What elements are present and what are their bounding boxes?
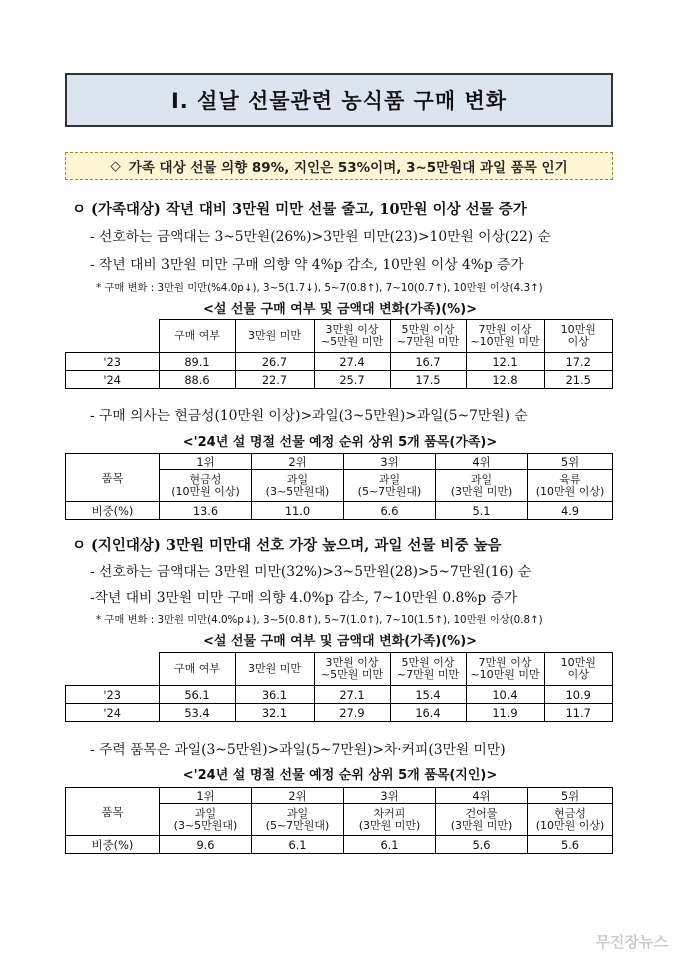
- rank-header: 1위: [160, 788, 252, 804]
- acquaintance-line-1: - 선호하는 금액대는 3만원 미만(32%)>3~5만원(28)>5~7만원(16) 순: [90, 564, 532, 580]
- year-cell: '23: [66, 686, 160, 704]
- item-cell: 차커피 (3만원 미만): [344, 804, 436, 836]
- share-cell: 6.1: [344, 836, 436, 854]
- family-note: * 구매 변화 : 3만원 미만(%4.0p↓), 3~5(1.7↓), 5~7(0.8↑), 7~10(0.7↑), 10만원 이상(4.3↑): [96, 282, 543, 294]
- rank-header: 5위: [528, 454, 613, 470]
- family-line-1: - 선호하는 금액대는 3~5만원(26%)>3만원 미만(23)>10만원 이상(22) 순: [90, 229, 551, 245]
- table-row: [66, 836, 613, 854]
- item-cell: 과일 (5~7만원대): [252, 804, 344, 836]
- acquaintance-note: * 구매 변화 : 3만원 미만(4.0%p↓), 3~5(0.8↑), 5~7(1.0↑), 7~10(1.5↑), 10만원 이상(0.8↑): [96, 614, 543, 626]
- table-header: 7만원 이상 ~10만원 미만: [466, 320, 544, 353]
- table-cell: 17.5: [390, 371, 466, 389]
- item-cell: 육류 (10만원 이상): [528, 470, 613, 502]
- table-cell: 89.1: [159, 353, 235, 371]
- rank-header: 1위: [160, 454, 252, 470]
- table-header: 10만원 이상: [544, 320, 613, 353]
- table-cell: 56.1: [159, 686, 235, 704]
- table-header: 7만원 이상 ~10만원 미만: [466, 653, 544, 686]
- share-cell: 11.0: [252, 502, 344, 520]
- share-cell: 5.1: [436, 502, 528, 520]
- table-header: 10만원 이상: [544, 653, 613, 686]
- diamond-icon: ◇: [110, 158, 121, 174]
- acquaintance-line-2: -작년 대비 3만원 미만 구매 의향 4.0%p 감소, 7~10만원 0.8%p 증가: [90, 590, 518, 606]
- table-header: 3만원 미만: [235, 320, 314, 353]
- table-header: 3만원 이상 ~5만원 미만: [314, 653, 390, 686]
- item-cell: 과일 (5~7만원대): [344, 470, 436, 502]
- table-cell: 25.7: [314, 371, 390, 389]
- share-cell: 6.6: [344, 502, 436, 520]
- table-row: [66, 686, 613, 704]
- rank-header: 4위: [436, 788, 528, 804]
- family-table-caption: <설 선물 구매 여부 및 금액대 변화(가족)(%)>: [202, 302, 478, 317]
- table-cell: 88.6: [159, 371, 235, 389]
- acquaintance-rank-table: [65, 787, 613, 854]
- item-cell: 건어물 (3만원 미만): [436, 804, 528, 836]
- table-corner: [66, 320, 160, 353]
- item-cell: 현금성 (10만원 이상): [160, 470, 252, 502]
- share-cell: 4.9: [528, 502, 613, 520]
- table-header: 3만원 미만: [235, 653, 314, 686]
- table-cell: 10.4: [466, 686, 544, 704]
- row-label-share: 비중(%): [66, 836, 160, 854]
- table-row: [66, 502, 613, 520]
- family-line-2: - 작년 대비 3만원 미만 구매 의향 약 4%p 감소, 10만원 이상 4%p 증가: [90, 257, 524, 273]
- table-cell: 36.1: [235, 686, 314, 704]
- watermark-logo: 무진장뉴스: [595, 933, 668, 951]
- table-cell: 32.1: [235, 704, 314, 722]
- table-cell: 16.7: [390, 353, 466, 371]
- table-cell: 27.9: [314, 704, 390, 722]
- table-header: 5만원 이상 ~7만원 미만: [390, 653, 466, 686]
- family-heading: ㅇ (가족대상) 작년 대비 3만원 미만 선물 줄고, 10만원 이상 선물 증가: [72, 201, 527, 218]
- share-cell: 5.6: [436, 836, 528, 854]
- row-label-share: 비중(%): [66, 502, 160, 520]
- table-cell: 10.9: [544, 686, 613, 704]
- table-cell: 27.4: [314, 353, 390, 371]
- table-row: [66, 353, 613, 371]
- table-cell: 15.4: [390, 686, 466, 704]
- table-cell: 11.7: [544, 704, 613, 722]
- section-title: Ⅰ. 설날 선물관련 농식품 구매 변화: [65, 73, 613, 127]
- acquaintance-table-caption: <설 선물 구매 여부 및 금액대 변화(가족)(%)>: [202, 634, 478, 649]
- table-cell: 17.2: [544, 353, 613, 371]
- table-cell: 12.8: [466, 371, 544, 389]
- table-cell: 11.9: [466, 704, 544, 722]
- table-row: [66, 704, 613, 722]
- item-cell: 과일 (3~5만원대): [252, 470, 344, 502]
- acquaintance-heading: ㅇ (지인대상) 3만원 미만대 선호 가장 높으며, 과일 선물 비중 높음: [72, 537, 502, 554]
- rank-header: 3위: [344, 454, 436, 470]
- table-header: 구매 여부: [159, 320, 235, 353]
- table-header: 3만원 이상 ~5만원 미만: [314, 320, 390, 353]
- table-cell: 26.7: [235, 353, 314, 371]
- table-row: [66, 371, 613, 389]
- table-cell: 53.4: [159, 704, 235, 722]
- family-rank-caption: <'24년 설 명절 선물 예정 순위 상위 5개 품목(가족)>: [182, 435, 498, 450]
- table-header: 구매 여부: [159, 653, 235, 686]
- summary-text: 가족 대상 선물 의향 89%, 지인은 53%이며, 3~5만원대 과일 품목 인기: [128, 160, 568, 176]
- acquaintance-rank-caption: <'24년 설 명절 선물 예정 순위 상위 5개 품목(지인)>: [182, 768, 498, 783]
- row-label-item: 품목: [66, 788, 160, 836]
- rank-header: 5위: [528, 788, 613, 804]
- table-cell: 16.4: [390, 704, 466, 722]
- share-cell: 13.6: [160, 502, 252, 520]
- row-label-item: 품목: [66, 454, 160, 502]
- year-cell: '23: [66, 353, 160, 371]
- table-cell: 21.5: [544, 371, 613, 389]
- family-rank-table: [65, 453, 613, 520]
- year-cell: '24: [66, 371, 160, 389]
- table-cell: 27.1: [314, 686, 390, 704]
- item-cell: 과일 (3~5만원대): [160, 804, 252, 836]
- table-cell: 22.7: [235, 371, 314, 389]
- acquaintance-price-table: [65, 652, 613, 722]
- table-corner: [66, 653, 160, 686]
- year-cell: '24: [66, 704, 160, 722]
- share-cell: 9.6: [160, 836, 252, 854]
- rank-header: 4위: [436, 454, 528, 470]
- family-price-table: [65, 319, 613, 389]
- rank-header: 2위: [252, 788, 344, 804]
- table-header: 5만원 이상 ~7만원 미만: [390, 320, 466, 353]
- family-line-3: - 구매 의사는 현금성(10만원 이상)>과일(3~5만원)>과일(5~7만원) 순: [90, 408, 528, 424]
- item-cell: 현금성 (10만원 이상): [528, 804, 613, 836]
- item-cell: 과일 (3만원 미만): [436, 470, 528, 502]
- table-cell: 12.1: [466, 353, 544, 371]
- acquaintance-line-3: - 주력 품목은 과일(3~5만원)>과일(5~7만원)>차·커피(3만원 미만): [90, 742, 506, 758]
- share-cell: 6.1: [252, 836, 344, 854]
- summary-banner: [65, 152, 613, 180]
- share-cell: 5.6: [528, 836, 613, 854]
- rank-header: 3위: [344, 788, 436, 804]
- rank-header: 2위: [252, 454, 344, 470]
